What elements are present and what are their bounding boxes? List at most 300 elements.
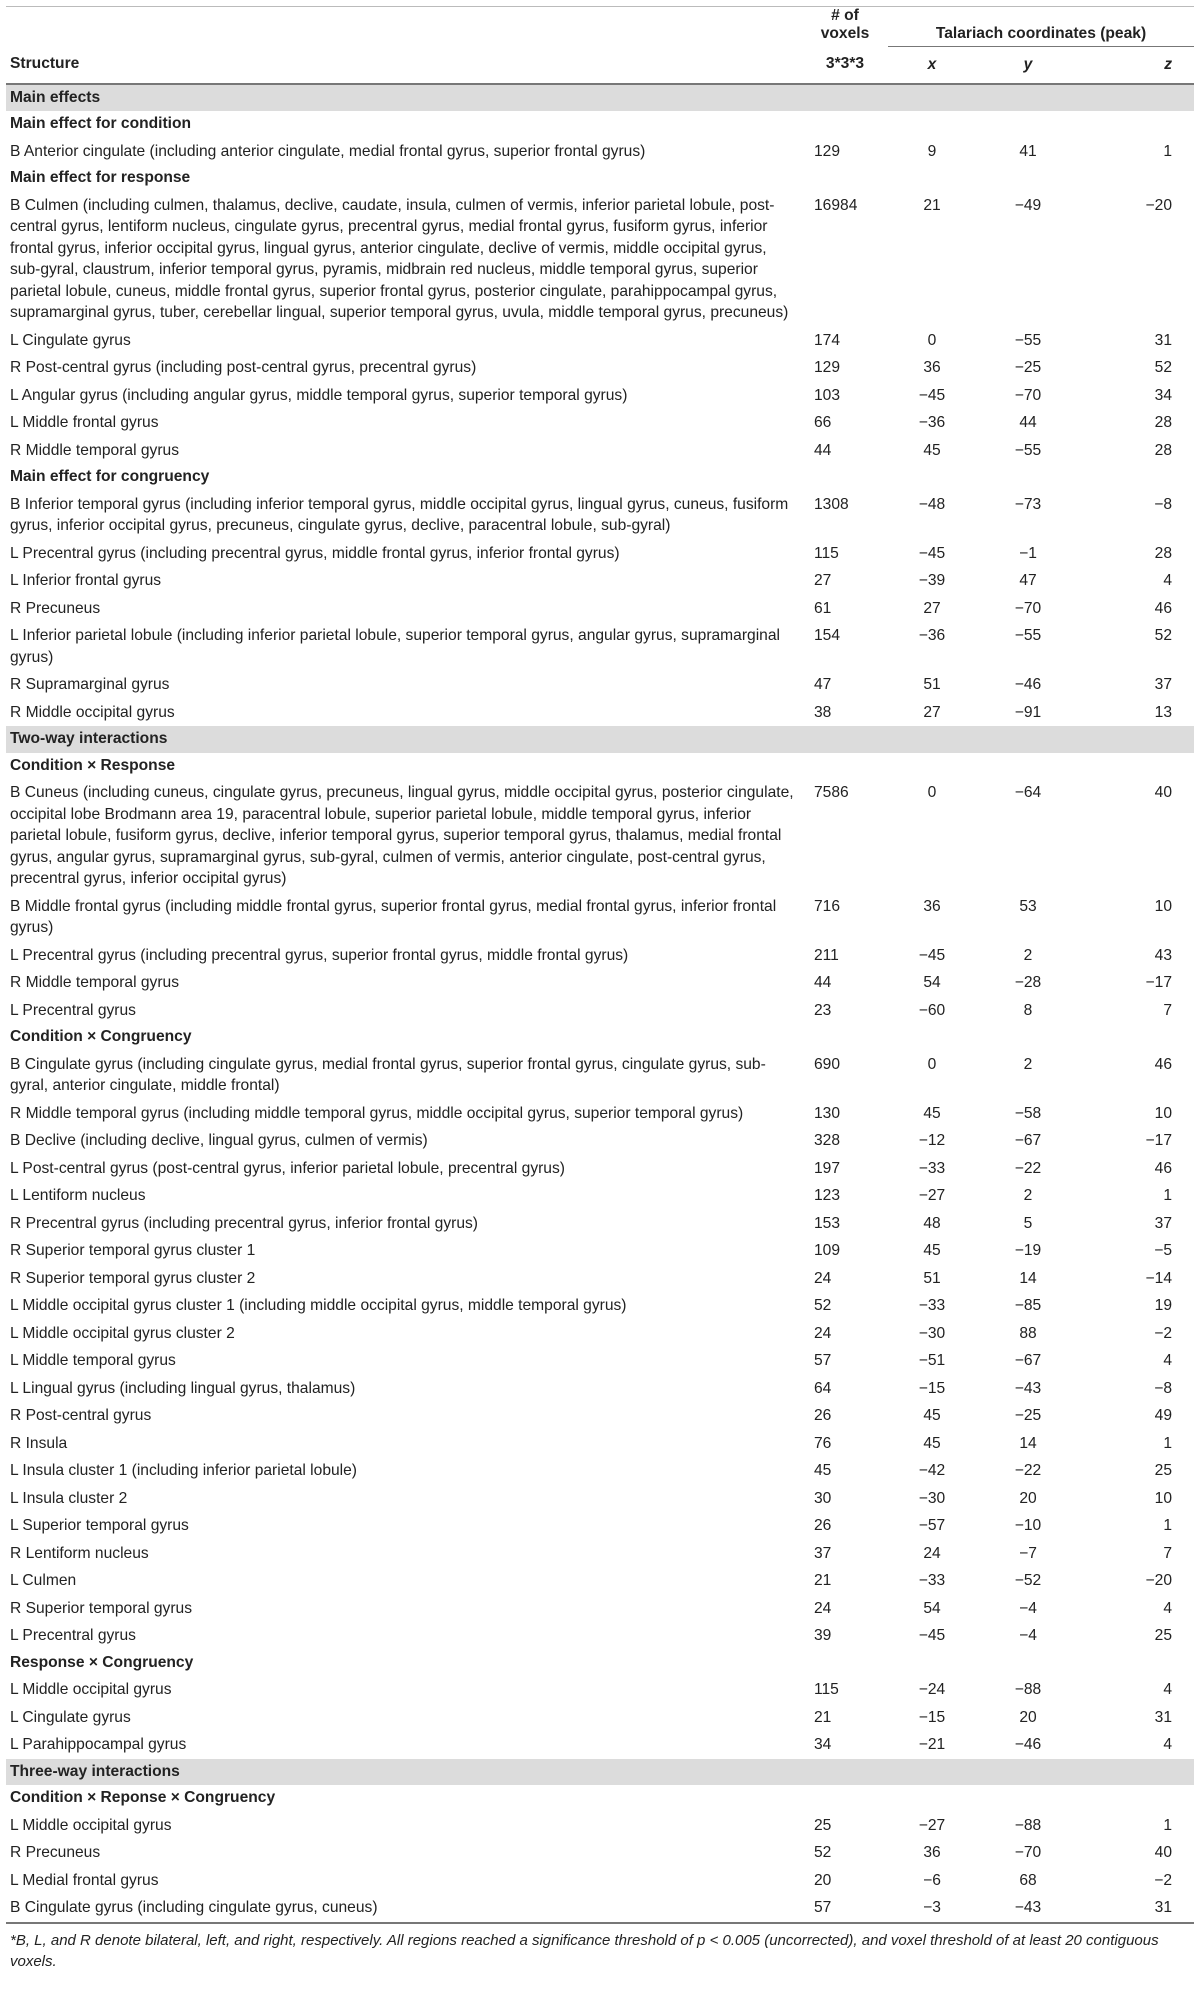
structure-cell: B Middle frontal gyrus (including middle frontal gyrus, superior frontal gyrus, medial frontal gyrus, inferior frontal gyrus)	[10, 897, 777, 936]
y-coordinate-cell: 41	[1019, 142, 1037, 160]
structure-cell: B Declive (including declive, lingual gyrus, culmen of vermis)	[10, 1132, 428, 1149]
y-coordinate-cell: 2	[1023, 946, 1033, 964]
x-coordinate-cell: 0	[927, 784, 937, 801]
x-coordinate-cell: 51	[923, 1269, 941, 1287]
voxels-cell: 1308	[814, 495, 849, 513]
x-coordinate-cell: 45	[923, 1434, 941, 1452]
table-header	[6, 7, 1194, 84]
y-coordinate-cell: 44	[1019, 414, 1037, 431]
x-coordinate-cell: −42	[918, 1462, 946, 1479]
y-coordinate-cell: 20	[1019, 1708, 1037, 1726]
x-coordinate-cell: −21	[918, 1736, 946, 1753]
section-row	[6, 1759, 1194, 1786]
y-coordinate-cell: 88	[1019, 1324, 1037, 1342]
x-coordinate-cell: 48	[923, 1214, 941, 1232]
table-row	[6, 1375, 1194, 1403]
subsection-row	[6, 753, 1194, 780]
y-coordinate-cell: −55	[1014, 441, 1042, 459]
x-coordinate-cell: −27	[918, 1187, 946, 1204]
structure-cell: L Culmen	[10, 1572, 77, 1589]
table-row	[6, 1457, 1194, 1485]
y-coordinate-cell: −43	[1014, 1379, 1042, 1397]
y-coordinate-cell: 20	[1019, 1489, 1037, 1507]
voxels-cell: 153	[814, 1214, 841, 1232]
structure-cell: R Middle temporal gyrus	[10, 441, 179, 459]
y-coordinate-cell: −88	[1014, 1681, 1042, 1698]
x-coordinate-cell: 54	[923, 1599, 941, 1617]
x-coordinate-cell: −45	[918, 1627, 946, 1644]
subsection-row	[6, 1024, 1194, 1051]
structure-cell: L Inferior frontal gyrus	[10, 572, 162, 589]
x-coordinate-cell: 45	[923, 441, 941, 459]
structure-column-header: Structure	[6, 46, 802, 84]
y-coordinate-cell: 14	[1019, 1269, 1037, 1287]
structure-cell: L Middle frontal gyrus	[10, 414, 159, 431]
voxels-cell: 25	[814, 1816, 832, 1834]
x-column-header: x	[888, 46, 976, 84]
x-coordinate-cell: 24	[923, 1544, 941, 1562]
x-coordinate-cell: −36	[918, 414, 946, 431]
voxels-cell: 52	[814, 1844, 832, 1861]
table-row	[6, 540, 1194, 568]
structure-cell: L Cingulate gyrus	[10, 1708, 131, 1726]
structure-cell: B Cuneus (including cuneus, cingulate gyrus, precuneus, lingual gyrus, middle occipital gyrus, posterior cingulate, occipital lobe Brodmann area 19, paracentral lobule, superior parietal lobule, middle temporal gyrus, inferior parietal lobule, fusiform gyrus, declive, inferior temporal gyrus, superior temporal gyrus, thalamus, medial frontal gyrus, angular gyrus, supramarginal gyrus, sub-gyral, culmen of vermis, anterior cingulate, post-central gyrus, precentral gyrus, inferior occipital gyrus)	[10, 784, 794, 887]
table-row	[6, 1347, 1194, 1375]
voxels-cell: 38	[814, 703, 832, 721]
y-coordinate-cell: −85	[1014, 1297, 1042, 1314]
x-coordinate-cell: 36	[923, 897, 941, 915]
section-row	[6, 84, 1194, 112]
x-coordinate-cell: −30	[918, 1324, 946, 1342]
y-coordinate-cell: 2	[1023, 1187, 1033, 1204]
voxels-cell: 109	[814, 1242, 841, 1259]
coordinates-column-title: Talariach coordinates (peak)	[888, 7, 1194, 47]
voxels-cell: 39	[814, 1627, 832, 1644]
voxels-cell: 26	[814, 1517, 832, 1534]
voxels-cell: 716	[814, 897, 841, 915]
table-row	[6, 671, 1194, 699]
table-row	[6, 595, 1194, 623]
y-coordinate-cell: −25	[1014, 359, 1042, 376]
table-row	[6, 893, 1194, 942]
voxels-cell: 103	[814, 386, 841, 404]
z-coordinate-cell: 7	[1163, 1544, 1172, 1562]
z-coordinate-cell: 52	[1154, 627, 1172, 644]
y-coordinate-cell: −52	[1014, 1572, 1042, 1589]
structure-cell: L Middle occipital gyrus	[10, 1681, 172, 1698]
voxels-cell: 34	[814, 1736, 832, 1753]
x-coordinate-cell: 36	[923, 1844, 941, 1861]
y-coordinate-cell: −10	[1014, 1517, 1042, 1534]
voxels-cell: 20	[814, 1871, 832, 1889]
structure-cell: L Middle occipital gyrus	[10, 1816, 172, 1834]
x-coordinate-cell: −12	[918, 1132, 946, 1149]
z-coordinate-cell: 25	[1154, 1627, 1172, 1644]
subsection-row	[6, 1785, 1194, 1812]
table-row	[6, 1540, 1194, 1568]
x-coordinate-cell: −33	[918, 1159, 946, 1177]
structure-cell: R Supramarginal gyrus	[10, 676, 170, 693]
y-coordinate-cell: −55	[1014, 331, 1042, 349]
z-coordinate-cell: 13	[1154, 703, 1172, 721]
table-row	[6, 1622, 1194, 1650]
voxels-cell: 61	[814, 599, 832, 617]
table-footer	[6, 1923, 1194, 1972]
voxels-cell: 115	[814, 544, 839, 562]
y-coordinate-cell: 53	[1019, 897, 1037, 915]
voxels-cell: 47	[814, 676, 832, 693]
table-row	[6, 1595, 1194, 1623]
z-coordinate-cell: 31	[1154, 331, 1172, 349]
table-row	[6, 1512, 1194, 1540]
z-coordinate-cell: 10	[1154, 1104, 1172, 1122]
y-coordinate-cell: −46	[1014, 1736, 1042, 1753]
z-coordinate-cell: 4	[1163, 1681, 1172, 1698]
subsection-title: Main effect for response	[10, 169, 191, 187]
z-coordinate-cell: −17	[1145, 1132, 1172, 1149]
z-coordinate-cell: 4	[1163, 1599, 1172, 1617]
voxels-cell: 21	[814, 1708, 832, 1726]
z-coordinate-cell: 1	[1163, 142, 1172, 160]
table-row	[6, 138, 1194, 166]
z-coordinate-cell: −20	[1145, 196, 1172, 214]
table-row	[6, 1402, 1194, 1430]
table-row	[6, 491, 1194, 540]
subsection-row	[6, 111, 1194, 138]
table-row	[6, 1237, 1194, 1265]
structure-cell: L Precentral gyrus	[10, 1001, 136, 1019]
subsection-row	[6, 165, 1194, 192]
structure-cell: L Cingulate gyrus	[10, 331, 131, 349]
x-coordinate-cell: −36	[918, 627, 946, 644]
structure-cell: R Post-central gyrus	[10, 1407, 152, 1424]
z-coordinate-cell: 43	[1154, 946, 1172, 964]
voxels-cell: 44	[814, 441, 832, 459]
results-table-container	[6, 6, 1194, 1972]
structure-cell: R Superior temporal gyrus cluster 2	[10, 1269, 256, 1287]
x-coordinate-cell: 0	[927, 331, 937, 349]
x-coordinate-cell: −51	[918, 1352, 946, 1369]
z-coordinate-cell: 52	[1154, 359, 1172, 376]
voxels-cell: 154	[814, 627, 841, 644]
structure-cell: L Precentral gyrus (including precentral gyrus, middle frontal gyrus, inferior frontal gyrus)	[10, 544, 620, 562]
x-coordinate-cell: 21	[923, 196, 941, 214]
structure-cell: R Middle occipital gyrus	[10, 703, 175, 721]
structure-cell: B Inferior temporal gyrus (including inferior temporal gyrus, middle occipital gyrus, lingual gyrus, cuneus, fusiform gyrus, inferior occipital gyrus, precuneus, cingulate gyrus, declive, paracentral lobule, sub-gyral)	[10, 495, 789, 534]
y-coordinate-cell: 47	[1019, 572, 1037, 589]
y-coordinate-cell: 5	[1023, 1214, 1033, 1232]
voxels-cell: 690	[814, 1055, 841, 1073]
z-coordinate-cell: −14	[1145, 1269, 1172, 1287]
z-coordinate-cell: 37	[1154, 1214, 1172, 1232]
structure-cell: B Culmen (including culmen, thalamus, declive, caudate, insula, culmen of vermis, inferior parietal lobule, post-central gyrus, lentiform nucleus, cingulate gyrus, precentral gyrus, medial frontal gyrus, fusiform gyrus, inferior frontal gyrus, inferior occipital gyrus, lingual gyrus, anterior cingulate, declive of vermis, middle occipital gyrus, sub-gyral, claustrum, inferior temporal gyrus, pyramis, midbrain red nucleus, middle temporal gyrus, superior parietal lobule, cuneus, middle frontal gyrus, superior frontal gyrus, posterior cingulate, parahippocampal gyrus, supramarginal gyrus, tuber, cerebellar lingual, superior temporal gyrus, uvula, middle temporal gyrus, precuneus)	[10, 196, 789, 321]
y-coordinate-cell: −67	[1014, 1352, 1042, 1369]
x-coordinate-cell: 51	[923, 676, 941, 693]
table-row	[6, 1210, 1194, 1238]
structure-cell: L Medial frontal gyrus	[10, 1871, 159, 1889]
x-coordinate-cell: −45	[918, 544, 946, 562]
voxels-cell: 66	[814, 414, 832, 431]
y-coordinate-cell: −1	[1019, 544, 1037, 562]
y-coordinate-cell: −25	[1014, 1407, 1042, 1424]
x-coordinate-cell: −33	[918, 1572, 946, 1589]
table-row	[6, 622, 1194, 671]
z-coordinate-cell: −17	[1145, 974, 1172, 991]
z-coordinate-cell: 4	[1163, 572, 1172, 589]
voxels-cell: 21	[814, 1572, 832, 1589]
x-coordinate-cell: −33	[918, 1297, 946, 1314]
table-row	[6, 1867, 1194, 1895]
table-row	[6, 1292, 1194, 1320]
section-title: Two-way interactions	[6, 726, 1194, 753]
structure-cell: L Precentral gyrus	[10, 1627, 136, 1644]
y-coordinate-cell: −91	[1014, 703, 1042, 721]
z-coordinate-cell: 1	[1163, 1187, 1172, 1204]
y-coordinate-cell: −55	[1014, 627, 1042, 644]
structure-cell: L Parahippocampal gyrus	[10, 1736, 187, 1753]
table-row	[6, 1485, 1194, 1513]
voxels-cell: 44	[814, 974, 832, 991]
voxels-cell: 328	[814, 1132, 841, 1149]
y-coordinate-cell: −58	[1014, 1104, 1042, 1122]
y-coordinate-cell: −70	[1014, 386, 1042, 404]
voxels-cell: 24	[814, 1324, 832, 1342]
structure-cell: R Post-central gyrus (including post-central gyrus, precentral gyrus)	[10, 359, 477, 376]
voxels-cell: 57	[814, 1352, 832, 1369]
structure-cell: L Angular gyrus (including angular gyrus, middle temporal gyrus, superior temporal gyrus)	[10, 386, 628, 404]
y-coordinate-cell: −4	[1019, 1627, 1037, 1644]
table-row	[6, 1127, 1194, 1155]
structure-cell: L Insula cluster 1 (including inferior parietal lobule)	[10, 1462, 357, 1479]
x-coordinate-cell: −45	[918, 386, 946, 404]
z-coordinate-cell: 1	[1163, 1517, 1172, 1534]
table-row	[6, 969, 1194, 997]
x-coordinate-cell: 36	[923, 359, 941, 376]
voxels-cell: 211	[814, 946, 839, 964]
table-row	[6, 1567, 1194, 1595]
table-row	[6, 699, 1194, 727]
y-coordinate-cell: −19	[1014, 1242, 1042, 1259]
y-coordinate-cell: −22	[1014, 1462, 1042, 1479]
y-coordinate-cell: −88	[1014, 1816, 1042, 1834]
table-row	[6, 567, 1194, 595]
x-coordinate-cell: −60	[918, 1001, 946, 1019]
structure-cell: L Superior temporal gyrus	[10, 1517, 189, 1534]
subsection-title: Main effect for condition	[10, 115, 192, 133]
z-coordinate-cell: 34	[1154, 386, 1172, 404]
z-coordinate-cell: −2	[1154, 1324, 1172, 1342]
structure-cell: L Middle temporal gyrus	[10, 1352, 176, 1369]
y-coordinate-cell: −49	[1014, 196, 1042, 214]
voxels-cell: 23	[814, 1001, 832, 1019]
section-title: Three-way interactions	[6, 1759, 1194, 1786]
x-coordinate-cell: −24	[918, 1681, 946, 1698]
x-coordinate-cell: −27	[918, 1816, 946, 1834]
y-coordinate-cell: −70	[1014, 1844, 1042, 1861]
z-coordinate-cell: 46	[1154, 1159, 1172, 1177]
x-coordinate-cell: −48	[918, 495, 946, 513]
y-coordinate-cell: −67	[1014, 1132, 1042, 1149]
y-coordinate-cell: −73	[1014, 495, 1042, 513]
table-row	[6, 1894, 1194, 1923]
z-coordinate-cell: −8	[1154, 495, 1172, 513]
y-coordinate-cell: 68	[1019, 1871, 1037, 1889]
structure-cell: L Lentiform nucleus	[10, 1187, 146, 1204]
voxels-cell: 52	[814, 1297, 832, 1314]
z-coordinate-cell: 1	[1163, 1434, 1172, 1452]
z-coordinate-cell: 46	[1154, 1055, 1172, 1073]
z-coordinate-cell: 25	[1154, 1462, 1172, 1479]
table-row	[6, 1676, 1194, 1704]
z-coordinate-cell: 1	[1163, 1816, 1172, 1834]
z-coordinate-cell: 37	[1154, 676, 1172, 693]
x-coordinate-cell: −39	[918, 572, 946, 589]
voxels-cell: 197	[814, 1159, 841, 1177]
x-coordinate-cell: 54	[923, 974, 941, 991]
subsection-title: Condition × Response	[10, 756, 176, 774]
table-row	[6, 997, 1194, 1025]
section-title: Main effects	[6, 84, 1194, 112]
voxels-cell: 30	[814, 1489, 832, 1507]
table-row	[6, 1155, 1194, 1183]
structure-cell: L Inferior parietal lobule (including inferior parietal lobule, superior temporal gyrus, angular gyrus, supramarginal gyrus)	[10, 627, 780, 666]
subsection-title: Condition × Congruency	[10, 1028, 192, 1046]
z-coordinate-cell: −8	[1154, 1379, 1172, 1397]
z-coordinate-cell: 49	[1154, 1407, 1172, 1424]
table-row	[6, 1812, 1194, 1840]
y-coordinate-cell: −43	[1014, 1899, 1042, 1916]
subsection-title: Condition × Reponse × Congruency	[10, 1789, 276, 1807]
structure-cell: R Precuneus	[10, 1844, 101, 1861]
y-coordinate-cell: −7	[1019, 1544, 1037, 1562]
structure-cell: L Insula cluster 2	[10, 1489, 128, 1507]
z-coordinate-cell: 31	[1154, 1899, 1172, 1916]
y-coordinate-cell: −22	[1014, 1159, 1042, 1177]
voxels-cell: 76	[814, 1434, 832, 1452]
z-coordinate-cell: 10	[1154, 1489, 1172, 1507]
subsection-title: Response × Congruency	[10, 1653, 194, 1671]
structure-cell: R Lentiform nucleus	[10, 1544, 149, 1562]
voxels-cell: 57	[814, 1899, 832, 1916]
z-coordinate-cell: 28	[1154, 441, 1172, 459]
structure-cell: R Superior temporal gyrus	[10, 1599, 193, 1617]
z-coordinate-cell: 4	[1163, 1352, 1172, 1369]
voxels-cell: 37	[814, 1544, 832, 1562]
structure-cell: R Middle temporal gyrus	[10, 974, 179, 991]
voxels-cell: 27	[814, 572, 832, 589]
subsection-row	[6, 464, 1194, 491]
structure-cell: R Insula	[10, 1434, 68, 1452]
x-coordinate-cell: −30	[918, 1489, 946, 1507]
table-row	[6, 437, 1194, 465]
structure-cell: L Post-central gyrus (post-central gyrus, inferior parietal lobule, precentral gyrus)	[10, 1159, 565, 1177]
z-coordinate-cell: 46	[1154, 599, 1172, 617]
z-coordinate-cell: 40	[1154, 1844, 1172, 1861]
table-row	[6, 1430, 1194, 1458]
y-coordinate-cell: −64	[1014, 784, 1042, 801]
voxels-cell: 26	[814, 1407, 832, 1424]
results-table	[6, 6, 1194, 1972]
voxels-cell: 64	[814, 1379, 832, 1397]
table-row	[6, 1320, 1194, 1348]
voxels-cell: 16984	[814, 196, 858, 214]
voxels-cell: 24	[814, 1269, 832, 1287]
structure-cell: L Middle occipital gyrus cluster 1 (including middle occipital gyrus, middle temporal gyrus)	[10, 1297, 627, 1314]
z-coordinate-cell: 19	[1154, 1297, 1172, 1314]
z-coordinate-cell: −5	[1154, 1242, 1172, 1259]
structure-cell: R Middle temporal gyrus (including middle temporal gyrus, middle occipital gyrus, superior temporal gyrus)	[10, 1104, 744, 1122]
voxels-cell: 129	[814, 142, 841, 160]
x-coordinate-cell: 9	[927, 142, 937, 160]
structure-cell: L Lingual gyrus (including lingual gyrus, thalamus)	[10, 1379, 356, 1397]
x-coordinate-cell: 27	[923, 703, 941, 721]
voxels-cell: 129	[814, 359, 841, 376]
y-coordinate-cell: 2	[1023, 1055, 1033, 1073]
voxels-cell: 24	[814, 1599, 832, 1617]
structure-cell: R Precuneus	[10, 599, 101, 617]
voxels-cell: 123	[814, 1187, 841, 1204]
table-row	[6, 192, 1194, 327]
table-row	[6, 409, 1194, 437]
structure-cell: B Cingulate gyrus (including cingulate gyrus, medial frontal gyrus, superior frontal gyrus, cingulate gyrus, sub-gyral, anterior cingulate, middle frontal)	[10, 1055, 766, 1094]
z-column-header: z	[1080, 46, 1194, 84]
table-row	[6, 382, 1194, 410]
x-coordinate-cell: 45	[923, 1242, 941, 1259]
x-coordinate-cell: −15	[918, 1708, 946, 1726]
structure-cell: R Precentral gyrus (including precentral gyrus, inferior frontal gyrus)	[10, 1214, 479, 1232]
x-coordinate-cell: 0	[927, 1055, 937, 1073]
x-coordinate-cell: −6	[923, 1871, 941, 1889]
z-coordinate-cell: 28	[1154, 544, 1172, 562]
y-coordinate-cell: −46	[1014, 676, 1042, 693]
table-row	[6, 1051, 1194, 1100]
subsection-row	[6, 1650, 1194, 1677]
structure-cell: L Precentral gyrus (including precentral gyrus, superior frontal gyrus, middle frontal gyrus)	[10, 946, 629, 964]
y-coordinate-cell: −70	[1014, 599, 1042, 617]
z-coordinate-cell: 31	[1154, 1708, 1172, 1726]
voxels-cell: 115	[814, 1681, 839, 1698]
table-row	[6, 1182, 1194, 1210]
x-coordinate-cell: −15	[918, 1379, 946, 1397]
voxels-cell: 130	[814, 1104, 841, 1122]
table-row	[6, 1265, 1194, 1293]
voxels-column-title: # of voxels	[820, 7, 870, 42]
y-coordinate-cell: −28	[1014, 974, 1042, 991]
x-coordinate-cell: 45	[923, 1104, 941, 1122]
x-coordinate-cell: 27	[923, 599, 941, 617]
table-row	[6, 1731, 1194, 1759]
y-coordinate-cell: −4	[1019, 1599, 1037, 1617]
z-coordinate-cell: −2	[1154, 1871, 1172, 1889]
table-row	[6, 942, 1194, 970]
table-row	[6, 779, 1194, 893]
structure-cell: R Superior temporal gyrus cluster 1	[10, 1242, 256, 1259]
x-coordinate-cell: −45	[918, 946, 946, 964]
x-coordinate-cell: 45	[923, 1407, 941, 1424]
voxels-cell: 7586	[814, 784, 849, 801]
z-coordinate-cell: 40	[1154, 784, 1172, 801]
z-coordinate-cell: 28	[1154, 414, 1172, 431]
structure-cell: B Anterior cingulate (including anterior cingulate, medial frontal gyrus, superior frontal gyrus)	[10, 142, 646, 160]
voxels-cell: 174	[814, 331, 841, 349]
z-coordinate-cell: 4	[1163, 1736, 1172, 1753]
section-row	[6, 726, 1194, 753]
table-row	[6, 354, 1194, 382]
z-coordinate-cell: 7	[1163, 1001, 1172, 1019]
table-footnote: *B, L, and R denote bilateral, left, and right, respectively. All regions reached a significance threshold of p < 0.005 (uncorrected), and voxel threshold of at least 20 contiguous voxels.	[6, 1923, 1194, 1972]
y-column-header: y	[976, 46, 1080, 84]
z-coordinate-cell: 10	[1154, 897, 1172, 915]
